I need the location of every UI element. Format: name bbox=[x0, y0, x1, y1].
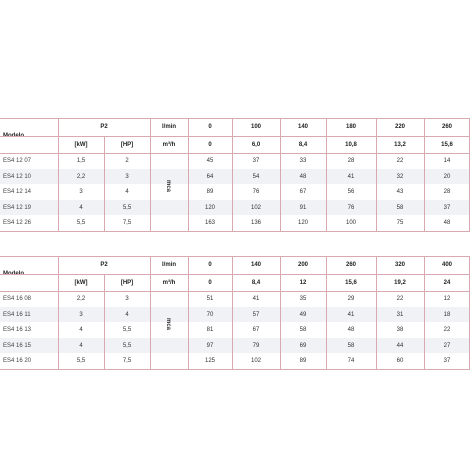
head-value-cell: 67 bbox=[299, 189, 307, 195]
head-value-cell: 29 bbox=[347, 296, 355, 302]
head-value-cell: 76 bbox=[252, 189, 260, 195]
kw-cell: 5,5 bbox=[76, 358, 86, 364]
head-value-cell: 43 bbox=[396, 189, 404, 195]
hp-header: [HP] bbox=[120, 141, 134, 148]
kw-cell: 3 bbox=[79, 189, 83, 195]
head-value-cell: 14 bbox=[443, 158, 451, 164]
column-divider bbox=[150, 118, 151, 231]
head-value-cell: 69 bbox=[299, 342, 307, 349]
head-value-cell: 81 bbox=[206, 327, 214, 333]
head-value-cell: 102 bbox=[250, 358, 261, 364]
table-row bbox=[0, 307, 470, 322]
column-divider bbox=[104, 136, 105, 231]
units-row bbox=[0, 274, 470, 291]
row-divider bbox=[0, 291, 470, 292]
head-value-cell: 22 bbox=[443, 327, 451, 333]
head-value-cell: 28 bbox=[443, 189, 451, 195]
pump-table bbox=[0, 256, 470, 369]
flow-m3h-value: 24 bbox=[443, 279, 451, 286]
flow-m3h-value: 13,2 bbox=[394, 141, 406, 148]
head-value-cell: 76 bbox=[347, 204, 355, 211]
column-divider bbox=[376, 256, 377, 369]
flow-m3h-value: 6,0 bbox=[251, 141, 261, 148]
flow-m3h-value: 12 bbox=[299, 279, 307, 286]
head-value-cell: 33 bbox=[299, 158, 307, 164]
kw-header: [kW] bbox=[74, 279, 88, 286]
column-divider bbox=[104, 274, 105, 369]
flow-m3h-value: 8,4 bbox=[298, 141, 308, 148]
head-value-cell: 44 bbox=[396, 342, 404, 349]
model-cell: ES4 16 20 bbox=[3, 358, 32, 364]
head-value-cell: 120 bbox=[297, 220, 308, 226]
head-value-cell: 120 bbox=[204, 204, 215, 211]
column-divider bbox=[188, 256, 189, 369]
flow-m3h-value: 0 bbox=[208, 141, 212, 148]
model-cell: ES4 16 15 bbox=[3, 342, 32, 349]
head-value-cell: 57 bbox=[252, 311, 260, 318]
head-value-cell: 12 bbox=[443, 296, 451, 302]
column-divider bbox=[424, 118, 425, 231]
column-divider bbox=[280, 118, 281, 231]
flow-m3h-value: 15,6 bbox=[345, 279, 357, 286]
hp-cell: 4 bbox=[125, 311, 129, 318]
head-value-cell: 48 bbox=[299, 173, 307, 180]
head-value-cell: 51 bbox=[206, 296, 214, 302]
row-divider bbox=[0, 274, 470, 275]
head-value-cell: 70 bbox=[206, 311, 214, 318]
head-value-cell: 18 bbox=[443, 311, 451, 318]
head-value-cell: 74 bbox=[347, 358, 355, 364]
table-row bbox=[0, 322, 470, 338]
flow-lmin-value: 100 bbox=[250, 124, 261, 130]
head-value-cell: 136 bbox=[250, 220, 261, 226]
kw-cell: 3 bbox=[79, 311, 83, 318]
mca-label: mca bbox=[165, 179, 172, 193]
head-value-cell: 56 bbox=[347, 189, 355, 195]
kw-cell: 4 bbox=[79, 342, 83, 349]
head-value-cell: 35 bbox=[299, 296, 307, 302]
model-cell: ES4 12 10 bbox=[3, 173, 32, 180]
kw-cell: 4 bbox=[79, 204, 83, 211]
head-value-cell: 49 bbox=[299, 311, 307, 318]
head-value-cell: 163 bbox=[204, 220, 215, 226]
flow-lmin-value: 220 bbox=[394, 124, 405, 130]
p2-header: P2 bbox=[100, 124, 108, 130]
row-divider bbox=[0, 118, 470, 119]
table-row bbox=[0, 169, 470, 184]
head-value-cell: 58 bbox=[299, 327, 307, 333]
p2-header: P2 bbox=[100, 262, 108, 268]
column-divider bbox=[424, 256, 425, 369]
head-value-cell: 67 bbox=[252, 327, 260, 333]
head-value-cell: 28 bbox=[347, 158, 355, 164]
model-cell: ES4 12 26 bbox=[3, 220, 32, 226]
flow-lmin-value: 200 bbox=[297, 262, 308, 268]
units-row bbox=[0, 136, 470, 153]
row-divider bbox=[0, 256, 470, 257]
head-value-cell: 45 bbox=[206, 158, 214, 164]
hp-cell: 5,5 bbox=[122, 204, 132, 211]
head-value-cell: 64 bbox=[206, 173, 214, 180]
model-cell: ES4 16 08 bbox=[3, 296, 32, 302]
lmin-header: l/min bbox=[161, 124, 176, 130]
hp-header: [HP] bbox=[120, 279, 134, 286]
head-value-cell: 41 bbox=[252, 296, 260, 302]
hp-cell: 7,5 bbox=[122, 358, 132, 364]
hp-cell: 3 bbox=[125, 296, 129, 302]
kw-cell: 5,5 bbox=[76, 220, 86, 226]
flow-m3h-value: 15,6 bbox=[441, 141, 453, 148]
table-row bbox=[0, 153, 470, 169]
head-value-cell: 60 bbox=[396, 358, 404, 364]
kw-cell: 2,2 bbox=[76, 296, 86, 302]
hp-cell: 5,5 bbox=[122, 342, 132, 349]
table-row bbox=[0, 215, 470, 231]
kw-cell: 1,5 bbox=[76, 158, 86, 164]
head-value-cell: 38 bbox=[396, 327, 404, 333]
hp-cell: 4 bbox=[125, 189, 129, 195]
head-value-cell: 37 bbox=[443, 204, 451, 211]
table-row bbox=[0, 353, 470, 369]
model-cell: ES4 12 07 bbox=[3, 158, 32, 164]
column-divider bbox=[188, 118, 189, 231]
pump-table bbox=[0, 118, 470, 231]
head-value-cell: 91 bbox=[299, 204, 307, 211]
model-cell: ES4 12 14 bbox=[3, 189, 32, 195]
head-value-cell: 27 bbox=[443, 342, 451, 349]
head-value-cell: 41 bbox=[347, 311, 355, 318]
model-cell: ES4 16 11 bbox=[3, 311, 31, 318]
flow-lmin-value: 0 bbox=[208, 262, 212, 268]
head-value-cell: 54 bbox=[252, 173, 260, 180]
flow-lmin-value: 260 bbox=[441, 124, 452, 130]
head-value-cell: 37 bbox=[443, 358, 451, 364]
head-value-cell: 75 bbox=[396, 220, 404, 226]
flow-m3h-value: 8,4 bbox=[251, 279, 261, 286]
flow-m3h-value: 10,8 bbox=[345, 141, 357, 148]
kw-cell: 2,2 bbox=[76, 173, 86, 180]
head-value-cell: 102 bbox=[250, 204, 261, 211]
lmin-header: l/min bbox=[161, 262, 176, 268]
column-divider bbox=[150, 256, 151, 369]
head-value-cell: 100 bbox=[345, 220, 356, 226]
column-divider bbox=[58, 118, 59, 231]
table-row bbox=[0, 338, 470, 353]
hp-cell: 2 bbox=[125, 158, 129, 164]
head-value-cell: 79 bbox=[252, 342, 260, 349]
model-cell: ES4 16 13 bbox=[3, 327, 32, 333]
flow-lmin-value: 400 bbox=[441, 262, 452, 268]
flow-lmin-value: 140 bbox=[250, 262, 261, 268]
table-row bbox=[0, 200, 470, 215]
head-value-cell: 89 bbox=[299, 358, 307, 364]
head-value-cell: 22 bbox=[396, 158, 404, 164]
row-divider bbox=[0, 231, 470, 232]
head-value-cell: 89 bbox=[206, 189, 214, 195]
column-divider bbox=[280, 256, 281, 369]
column-divider bbox=[58, 256, 59, 369]
model-cell: ES4 12 19 bbox=[3, 204, 32, 211]
hp-cell: 3 bbox=[125, 173, 129, 180]
flow-lmin-value: 140 bbox=[297, 124, 308, 130]
hp-cell: 5,5 bbox=[122, 327, 132, 333]
flow-lmin-value: 180 bbox=[345, 124, 356, 130]
column-divider bbox=[326, 256, 327, 369]
row-divider bbox=[0, 136, 470, 137]
flow-m3h-value: 19,2 bbox=[394, 279, 406, 286]
head-value-cell: 31 bbox=[396, 311, 404, 318]
column-divider bbox=[326, 118, 327, 231]
head-value-cell: 125 bbox=[204, 358, 215, 364]
flow-lmin-value: 260 bbox=[345, 262, 356, 268]
head-value-cell: 37 bbox=[252, 158, 260, 164]
hp-cell: 7,5 bbox=[122, 220, 132, 226]
mca-label: mca bbox=[165, 317, 172, 331]
kw-cell: 4 bbox=[79, 327, 83, 333]
flow-m3h-value: 0 bbox=[208, 279, 212, 286]
flow-lmin-value: 320 bbox=[394, 262, 405, 268]
flow-lmin-value: 0 bbox=[208, 124, 212, 130]
row-divider bbox=[0, 369, 470, 370]
head-value-cell: 58 bbox=[396, 204, 404, 211]
head-value-cell: 58 bbox=[347, 342, 355, 349]
head-value-cell: 41 bbox=[347, 173, 355, 180]
m3h-header: m³/h bbox=[162, 279, 176, 286]
head-value-cell: 20 bbox=[443, 173, 451, 180]
kw-header: [kW] bbox=[74, 141, 88, 148]
head-value-cell: 48 bbox=[443, 220, 451, 226]
head-value-cell: 48 bbox=[347, 327, 355, 333]
head-value-cell: 22 bbox=[396, 296, 404, 302]
column-divider bbox=[376, 118, 377, 231]
table-row bbox=[0, 291, 470, 307]
m3h-header: m³/h bbox=[162, 141, 176, 148]
column-divider bbox=[232, 118, 233, 231]
table-row bbox=[0, 184, 470, 200]
column-divider bbox=[232, 256, 233, 369]
head-value-cell: 97 bbox=[206, 342, 214, 349]
row-divider bbox=[0, 153, 470, 154]
head-value-cell: 32 bbox=[396, 173, 404, 180]
